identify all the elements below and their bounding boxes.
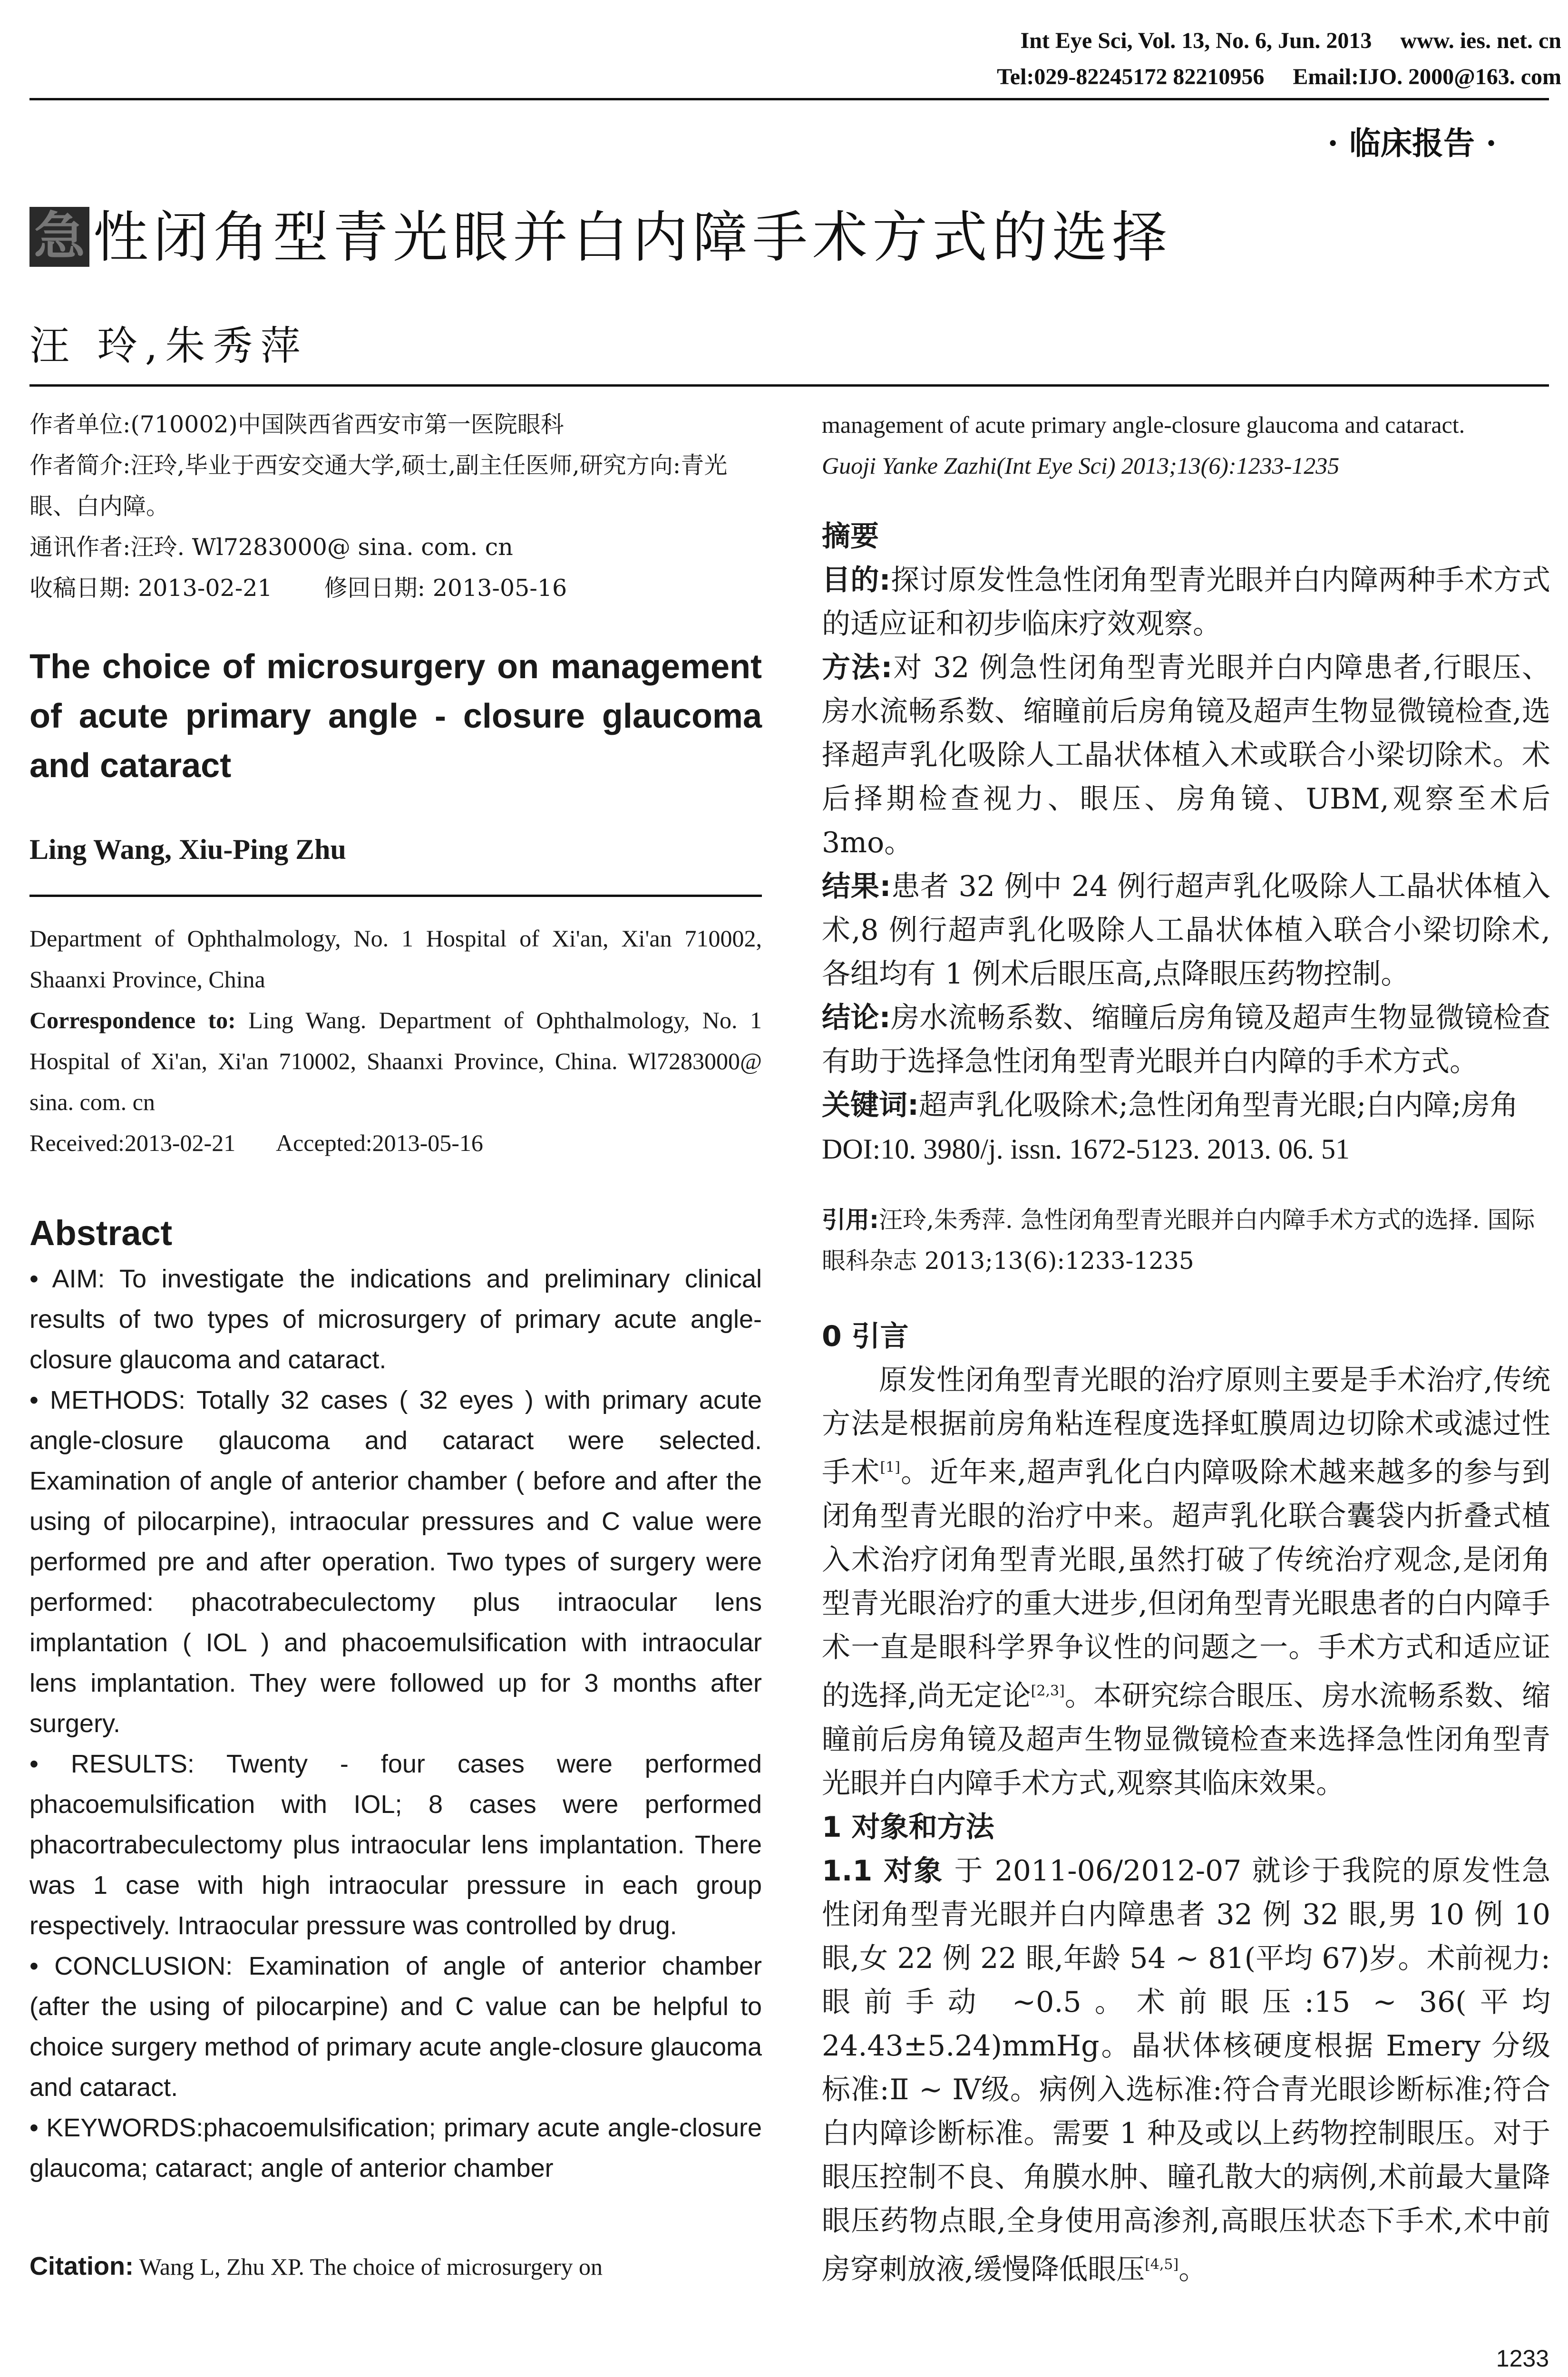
- author-bio: 作者简介:汪玲,毕业于西安交通大学,硕士,副主任医师,研究方向:青光眼、白内障。: [29, 452, 728, 520]
- cn-aim-text: 探讨原发性急性闭角型青光眼并白内障两种手术方式的适应证和初步临床疗效观察。: [822, 564, 1550, 641]
- intro-text-2: 。近年来,超声乳化白内障吸除术越来越多的参与到闭角型青光眼的治疗中来。超声乳化联合囊袋内折叠式植入术治疗闭角型青光眼,虽然打破了传统治疗观念,是闭角型青光眼治疗的重大进步,但闭角型青光眼患者的白内障手术一直是眼科学界争议性的问题之一。手术方式和适应证的选择,尚无定论: [822, 1456, 1550, 1713]
- journal-info: Int Eye Sci, Vol. 13, No. 6, Jun. 2013: [1020, 28, 1372, 53]
- cn-citation-label: 引用:: [822, 1206, 879, 1234]
- cn-keywords-text: 超声乳化吸除术;急性闭角型青光眼;白内障;房角: [919, 1089, 1519, 1122]
- title-first-char: 急: [33, 207, 85, 266]
- english-title: The choice of microsurgery on management of acute primary angle - closure glaucoma and cataract: [29, 648, 762, 785]
- correspondence: [29, 1000, 762, 1122]
- citation: [29, 2246, 762, 2287]
- abstract-aim: • AIM: To investigate the indications and preliminary clinical results of two types of microsurgery of primary acute angle-closure glaucoma and cataract.: [29, 1265, 762, 1374]
- citation-text: Wang L, Zhu XP. The choice of microsurgery on: [133, 2253, 603, 2280]
- intro-heading: 0 引言: [822, 1320, 909, 1353]
- abstract-methods: • METHODS: Totally 32 cases ( 32 eyes ) with primary acute angle-closure glaucoma and cataract were selected. Examination of angle of anterior chamber ( before and after the using of pilocarpine), intraocular pressures and C value were performed pre and after operation. Two types of surgery were performed: phacotrabeculectomy plus intraocular lens implantation ( IOL ) and phacoemulsification with intraocular lens implantation. They were followed up for 3 months after surgery.: [29, 1386, 762, 1738]
- cn-methods-label: 方法:: [822, 651, 893, 684]
- subjects-heading: 1.1 对象: [822, 1854, 944, 1888]
- journal-tel: Tel:029-82245172 82210956: [997, 64, 1265, 89]
- left-column: [29, 404, 762, 2287]
- correspondence-label: Correspondence to:: [29, 1007, 236, 1033]
- department: Department of Ophthalmology, No. 1 Hospital of Xi'an, Xi'an 710002, Shaanxi Province, China: [29, 925, 762, 993]
- subjects-ref: [4,5]: [1145, 2256, 1179, 2273]
- affiliation: 作者单位:(710002)中国陕西省西安市第一医院眼科: [29, 411, 564, 438]
- cn-conclusion: [822, 996, 1550, 1083]
- cn-aim-label: 目的:: [822, 564, 891, 597]
- intro-text-1: 原发性闭角型青光眼的治疗原则主要是手术治疗,传统方法是根据前房角粘连程度选择虹膜周边切除术或滤过性手术: [822, 1364, 1550, 1489]
- title-rule: [29, 384, 1549, 387]
- abstract-heading: Abstract: [29, 1213, 173, 1253]
- received-accepted: Received:2013-02-21 Accepted:2013-05-16: [29, 1130, 483, 1156]
- doi: DOI:10. 3980/j. issn. 1672-5123. 2013. 06. 51: [822, 1133, 1350, 1165]
- cn-results-label: 结果:: [822, 870, 891, 903]
- journal-website: www. ies. net. cn: [1400, 28, 1561, 53]
- cn-methods-text: 对 32 例急性闭角型青光眼并白内障患者,行眼压、房水流畅系数、缩瞳前后房角镜及超声生物显微镜检查,选择超声乳化吸除人工晶状体植入术或联合小梁切除术。术后择期检查视力、眼压、房角镜、UBM,观察至术后 3mo。: [822, 651, 1550, 859]
- subjects-text: 于 2011-06/2012-07 就诊于我院的原发性急性闭角型青光眼并白内障患者 32 例 32 眼,男 10 例 10 眼,女 22 例 22 眼,年龄 54 ~ 81(平均 67)岁。术前视力:眼前手动 ~0.5。术前眼压:15 ~ 36(平均 24.43±5.24)mmHg。晶状体核硬度根据 Emery 分级标准:Ⅱ ~ Ⅳ级。病例入选标准:符合青光眼诊断标准;符合白内障诊断标准。需要 1 种及或以上药物控制眼压。对于眼压控制不良、角膜水肿、瞳孔散大的病例,术前最大量降眼压药物点眼,全身使用高渗剂,高眼压状态下手术,术中前房穿刺放液,缓慢降低眼压: [822, 1854, 1550, 2286]
- cn-methods: [822, 646, 1550, 865]
- correspondence-text: Ling Wang. Department of Ophthalmology, No. 1 Hospital of Xi'an, Xi'an 710002, Shaanxi Province, China. Wl7283000@ sina. com. cn: [29, 1007, 762, 1115]
- english-authors: Ling Wang, Xiu-Ping Zhu: [29, 834, 346, 865]
- author-rule: [29, 895, 762, 897]
- cn-keywords-label: 关键词:: [822, 1089, 919, 1122]
- journal-email: Email:IJO. 2000@163. com: [1293, 64, 1561, 89]
- authors-cn: 汪 玲,朱秀萍: [29, 322, 308, 369]
- title-first-char-box: [29, 207, 89, 267]
- intro-text-3: 。本研究综合眼压、房水流畅系数、缩瞳前后房角镜及超声生物显微镜检查来选择急性闭角型青光眼并白内障手术方式,观察其临床效果。: [822, 1679, 1551, 1800]
- received-dates: 收稿日期: 2013-02-21 修回日期: 2013-05-16: [29, 575, 567, 602]
- subjects-end: 。: [1178, 2253, 1208, 2286]
- cn-aim: [822, 558, 1550, 646]
- cn-keywords: [822, 1083, 1550, 1127]
- intro-ref-2: [2,3]: [1031, 1683, 1065, 1699]
- cn-citation-text: 汪玲,朱秀萍. 急性闭角型青光眼并白内障手术方式的选择. 国际眼科杂志 2013;13(6):1233-1235: [822, 1206, 1535, 1275]
- methods-heading: 1 对象和方法: [822, 1811, 994, 1844]
- subjects-paragraph: [822, 1849, 1550, 2291]
- abstract-conclusion: • CONCLUSION: Examination of angle of anterior chamber (after the using of pilocarpine) and C value can be helpful to choice surgery method of primary acute angle-closure glaucoma and cataract.: [29, 1952, 762, 2102]
- cn-results: [822, 865, 1550, 996]
- running-header: [997, 23, 1561, 95]
- right-column: [822, 404, 1550, 2291]
- cn-conclusion-label: 结论:: [822, 1001, 891, 1034]
- section-tag: · 临床报告 ·: [1327, 125, 1497, 162]
- citation-label: Citation:: [29, 2252, 134, 2280]
- header-rule: [29, 98, 1549, 100]
- cn-results-text: 患者 32 例中 24 例行超声乳化吸除人工晶状体植入术,8 例行超声乳化吸除人工晶状体植入联合小梁切除术,各组均有 1 例术后眼压高,点降眼压药物控制。: [822, 870, 1550, 991]
- citation-continued: management of acute primary angle-closure glaucoma and cataract.: [822, 411, 1465, 438]
- citation-journal: Guoji Yanke Zazhi(Int Eye Sci) 2013;13(6):1233-1235: [822, 452, 1340, 479]
- article-title: 性闭角型青光眼并白内障手术方式的选择: [93, 205, 1172, 270]
- abstract-keywords: • KEYWORDS:phacoemulsification; primary acute angle-closure glaucoma; cataract; angle of anterior chamber: [29, 2114, 762, 2182]
- intro-paragraph: [822, 1358, 1550, 1805]
- cn-conclusion-text: 房水流畅系数、缩瞳后房角镜及超声生物显微镜检查有助于选择急性闭角型青光眼并白内障的手术方式。: [822, 1001, 1550, 1078]
- abstract-results: • RESULTS: Twenty - four cases were performed phacoemulsification with IOL; 8 cases were performed phacortrabeculectomy plus intraocular lens implantation. There was 1 case with high intraocular pressure in each group respectively. Intraocular pressure was controlled by drug.: [29, 1750, 762, 1940]
- cn-citation: [822, 1199, 1550, 1281]
- corresponding-author: 通讯作者:汪玲. Wl7283000@ sina. com. cn: [29, 534, 513, 561]
- cn-abstract-heading: 摘要: [822, 520, 879, 553]
- page-number: 1233: [1496, 2345, 1549, 2372]
- intro-ref-1: [1]: [880, 1459, 900, 1476]
